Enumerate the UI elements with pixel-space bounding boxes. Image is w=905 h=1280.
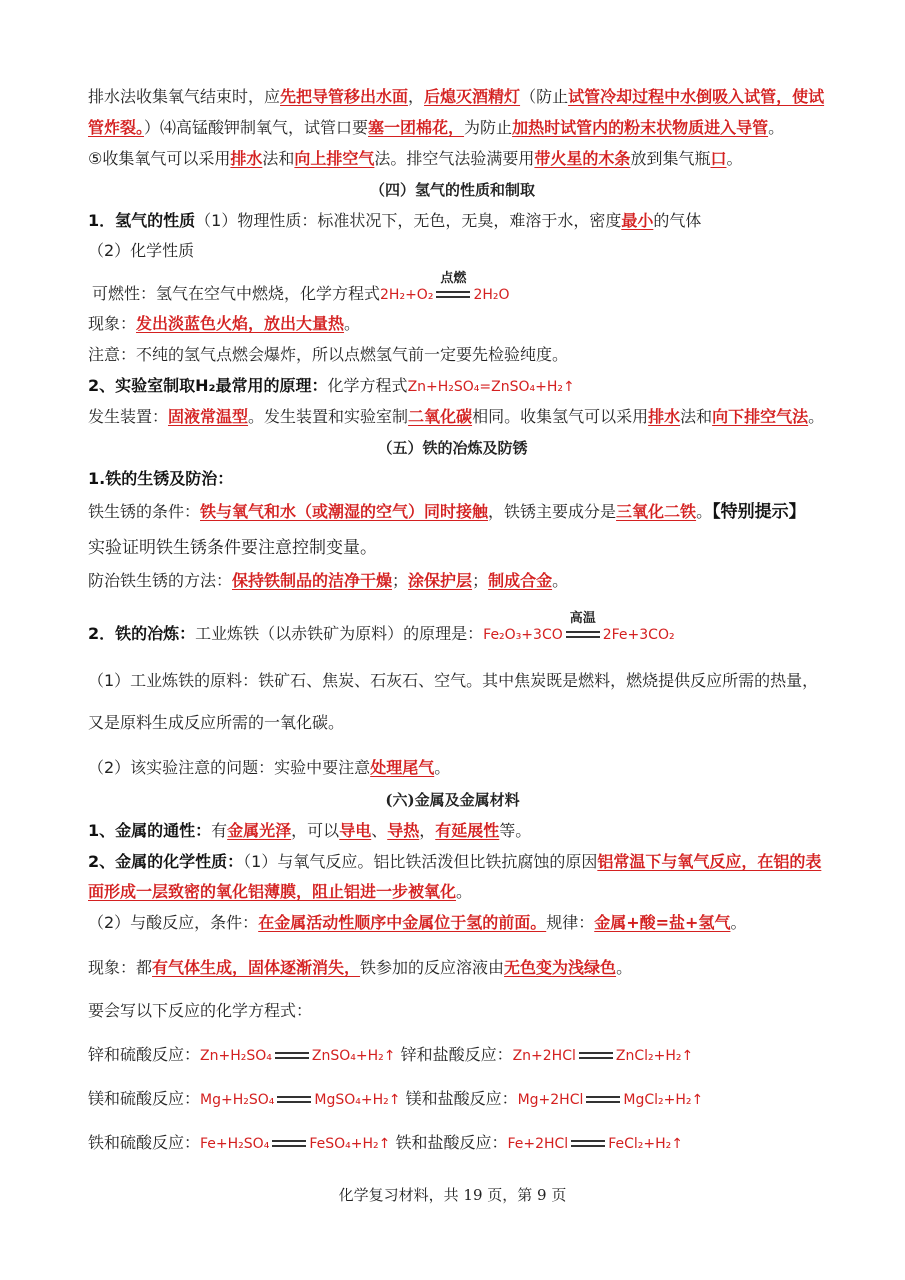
hydrogen-chemical-properties: （2）化学性质: [88, 241, 195, 260]
section-4-heading: （四）氢气的性质和制取: [369, 181, 535, 199]
equals-sign: [277, 1093, 311, 1107]
metal-general-properties: 1、金属的通性：有金属光泽，可以导电、导热，有延展性等。: [88, 821, 532, 840]
equation-row-zinc: 锌和硫酸反应：Zn+H₂SO₄ ZnSO₄+H₂↑ 锌和盐酸反应：Zn+2HCl ZnCl₂+H₂↑: [88, 1045, 694, 1064]
equals-sign: [586, 1093, 620, 1107]
hydrogen-combustion-phenomenon: 现象：发出淡蓝色火焰，放出大量热。: [88, 314, 361, 333]
oxygen-collect-line-2: 管炸裂。）⑷高锰酸钾制氧气，试管口要塞一团棉花，为防止加热时试管内的粉末状物质进入导管。: [88, 118, 785, 137]
aluminum-oxide-film: 面形成一层致密的氧化铝薄膜，阻止铝进一步被氧化。: [88, 882, 473, 901]
rust-conditions: 铁生锈的条件：铁与氧气和水（或潮湿的空气）同时接触，铁锈主要成分是三氧化二铁。【特别提示】: [88, 502, 806, 522]
metal-chemical-properties: 2、金属的化学性质：（1）与氧气反应。铝比铁活泼但比铁抗腐蚀的原因铝常温下与氧气反应，在铝的表: [88, 852, 822, 871]
equals-sign: [272, 1137, 306, 1151]
oxygen-collect-line-1: 排水法收集氧气结束时，应先把导管移出水面，后熄灭酒精灯（防止试管冷却过程中水倒吸入试管，使试: [88, 87, 825, 106]
rust-control-variables: 实验证明铁生锈条件要注意控制变量。: [88, 538, 377, 558]
metal-acid-phenomenon: 现象：都有气体生成，固体逐渐消失，铁参加的反应溶液由无色变为浅绿色。: [88, 958, 633, 977]
hydrogen-physical-properties: 1．氢气的性质（1）物理性质：标准状况下，无色，无臭，难溶于水，密度最小的气体: [88, 211, 702, 230]
rust-prevention: 防治铁生锈的方法：保持铁制品的洁净干燥；涂保护层；制成合金。: [88, 571, 569, 590]
iron-smelting-raw-materials: （1）工业炼铁的原料：铁矿石、焦炭、石灰石、空气。其中焦炭既是燃料，燃烧提供反应所需的热量，: [88, 671, 819, 690]
equation-row-iron: 铁和硫酸反应：Fe+H₂SO₄ FeSO₄+H₂↑ 铁和盐酸反应：Fe+2HCl FeCl₂+H₂↑: [88, 1133, 683, 1152]
equations-intro: 要会写以下反应的化学方程式：: [88, 1001, 313, 1020]
equals-sign: [275, 1049, 309, 1063]
equals-sign: [571, 1137, 605, 1151]
section-6-heading: (六)金属及金属材料: [385, 791, 520, 809]
section-5-heading: （五）铁的冶炼及防锈: [377, 439, 528, 457]
iron-smelting-raw-materials-cont: 又是原料生成反应所需的一氧化碳。: [88, 713, 345, 732]
metal-acid-reaction: （2）与酸反应，条件：在金属活动性顺序中金属位于氢的前面。规律：金属+酸=盐+氢气。: [88, 913, 747, 932]
oxygen-collect-line-3: ⑤收集氧气可以采用排水法和向上排空气法。排空气法验满要用带火星的木条放到集气瓶口。: [88, 149, 743, 168]
equation-row-magnesium: 镁和硫酸反应：Mg+H₂SO₄ MgSO₄+H₂↑ 镁和盐酸反应：Mg+2HCl MgCl₂+H₂↑: [88, 1089, 704, 1108]
equals-sign: 点燃: [436, 288, 470, 302]
hydrogen-apparatus: 发生装置：固液常温型。发生装置和实验室制二氧化碳相同。收集氢气可以采用排水法和向下排空气法。: [88, 407, 825, 426]
hydrogen-combustion-equation: 可燃性：氢气在空气中燃烧，化学方程式2H₂+O₂ 点燃 2H₂O: [92, 270, 510, 303]
iron-smelting-principle: 2．铁的冶炼：工业炼铁（以赤铁矿为原料）的原理是：Fe₂O₃+3CO 高温 2Fe+3CO₂: [88, 610, 675, 643]
hydrogen-purity-note: 注意：不纯的氢气点燃会爆炸，所以点燃氢气前一定要先检验纯度。: [88, 345, 569, 364]
page-footer: 化学复习材料，共 19 页，第 9 页: [338, 1186, 567, 1204]
iron-smelting-precautions: （2）该实验注意的问题：实验中要注意处理尾气。: [88, 758, 451, 777]
hydrogen-lab-principle: 2、实验室制取H₂最常用的原理：化学方程式Zn+H₂SO₄=ZnSO₄+H₂↑: [88, 376, 575, 395]
rust-subheading: 1.铁的生锈及防治：: [88, 469, 234, 488]
equals-sign: [579, 1049, 613, 1063]
equals-sign: 高温: [566, 628, 600, 642]
